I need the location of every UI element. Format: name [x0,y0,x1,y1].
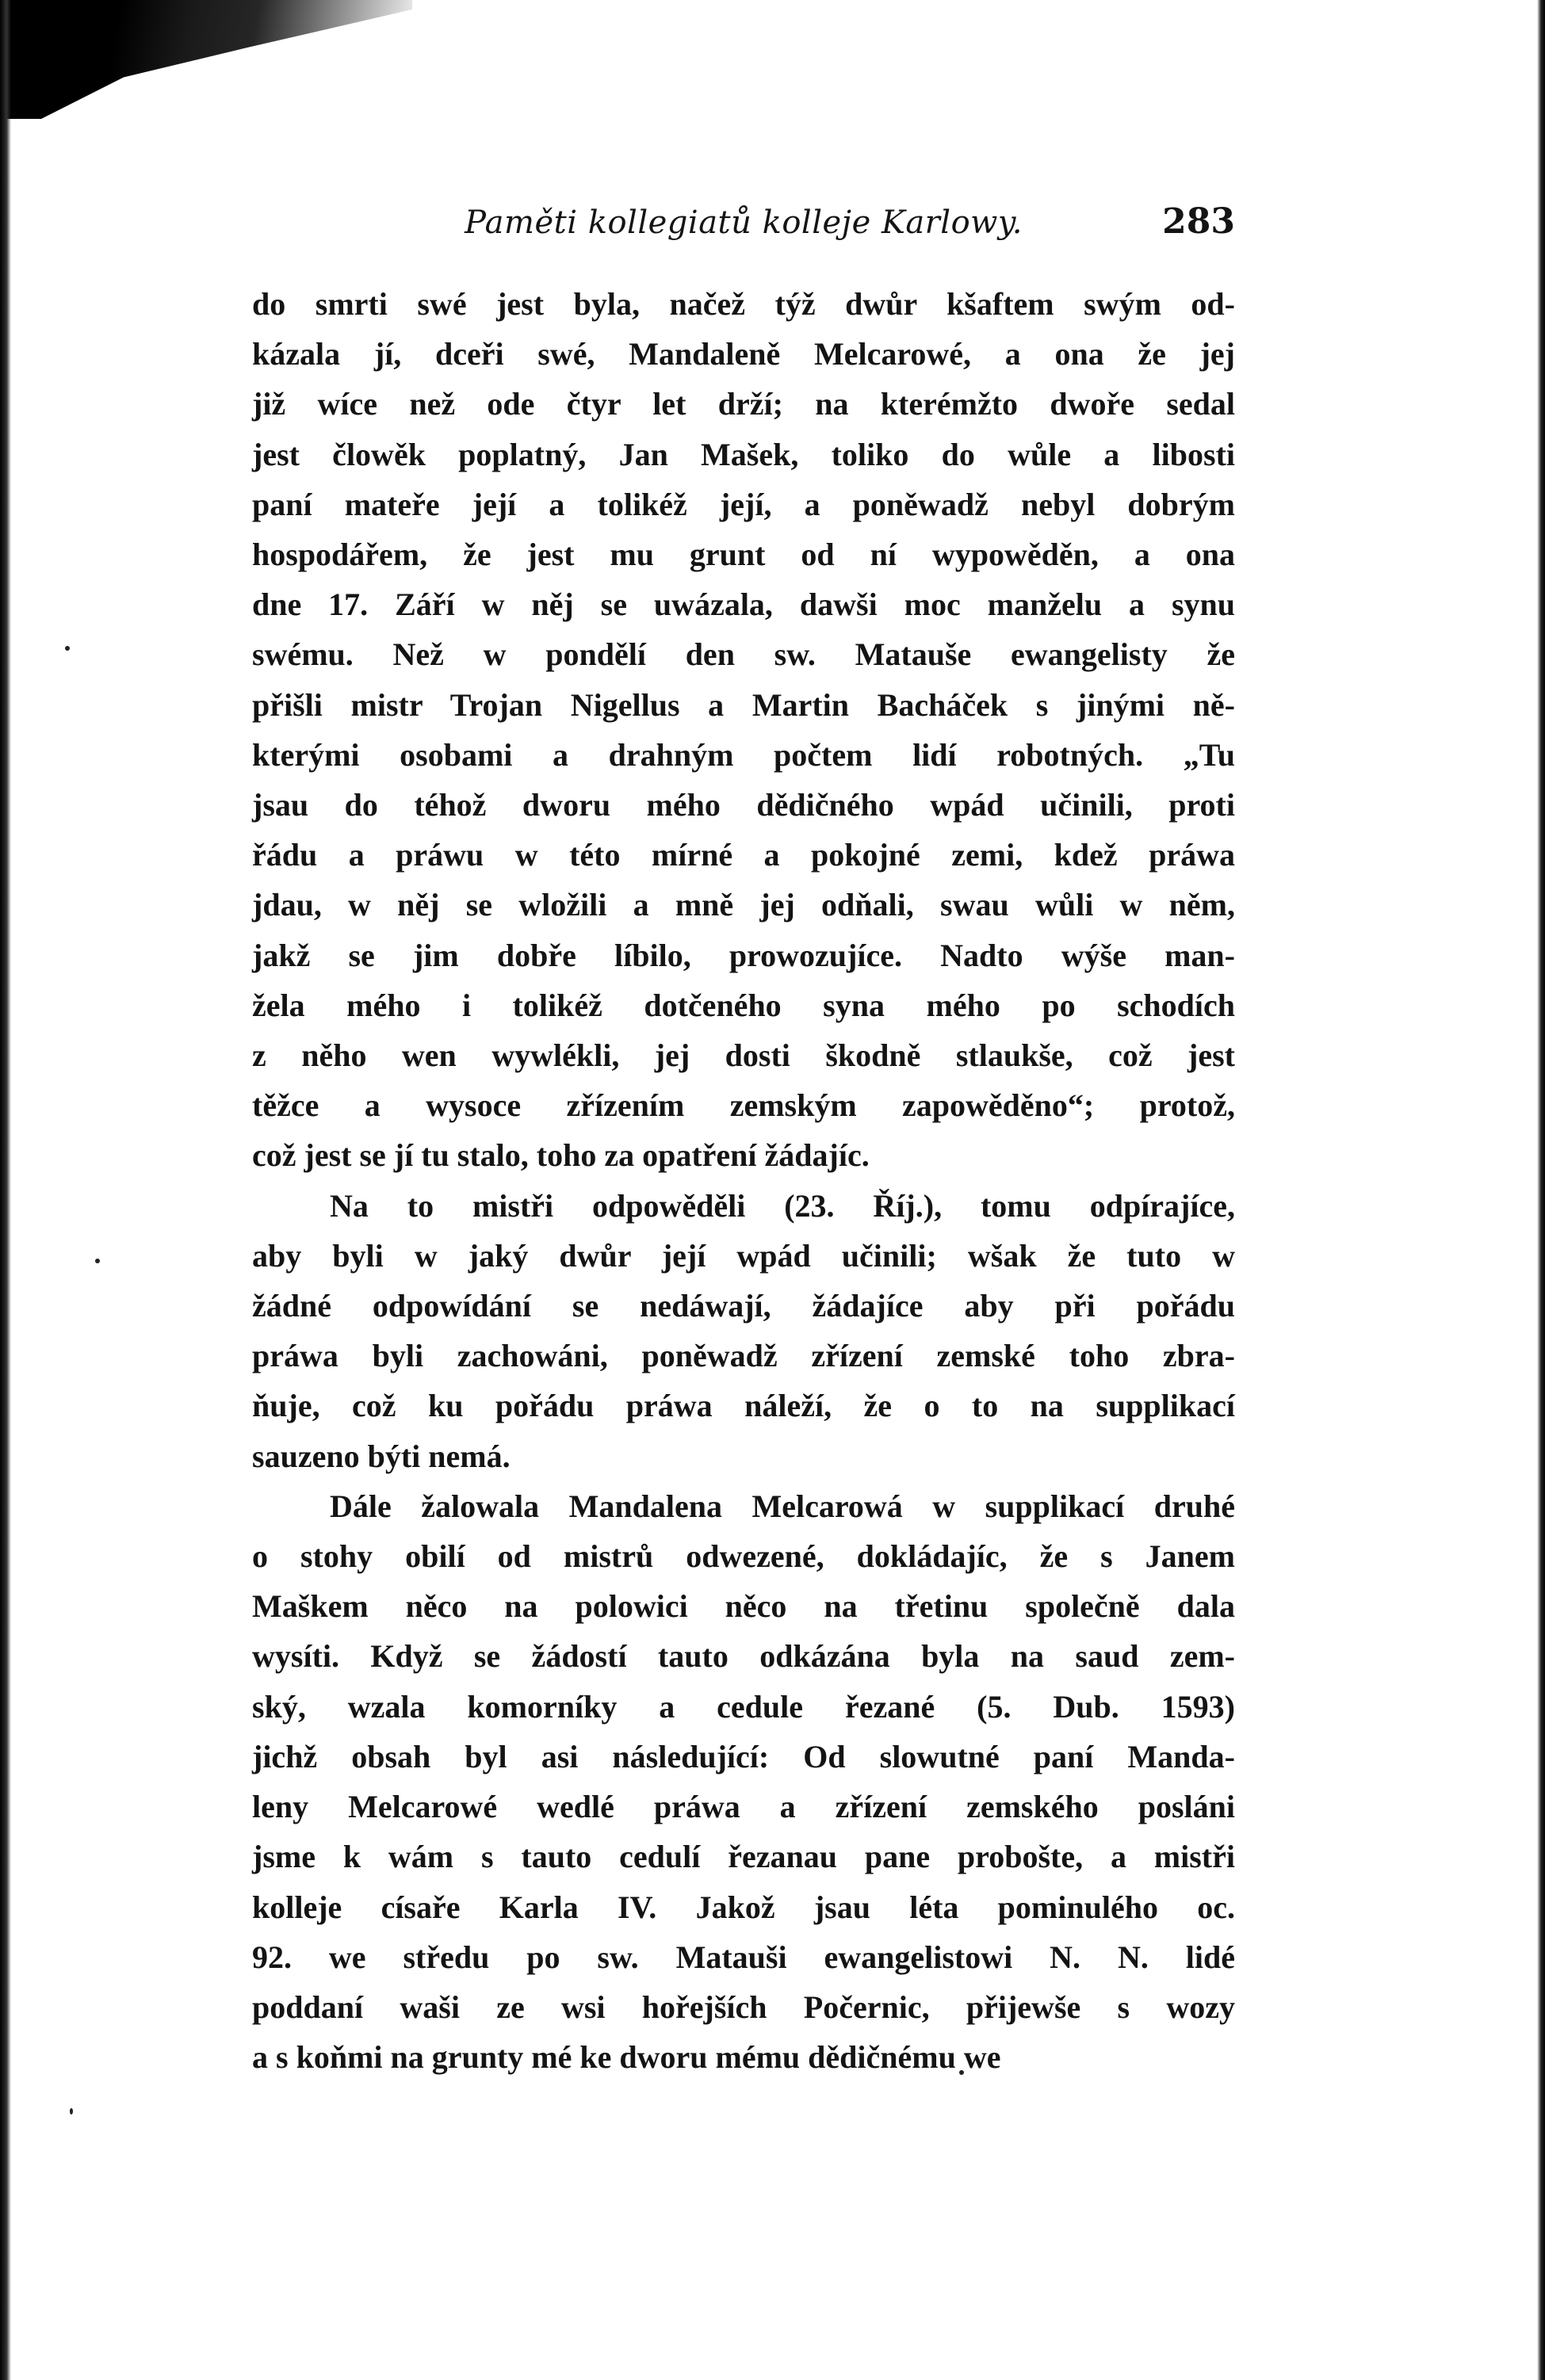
text-line: sauzeno býti nemá. [252,1438,511,1474]
text-line: ský, wzala komorníky a cedule řezané (5. Dub. 1593) [252,1688,1235,1725]
text-line: kázala jí, dceři swé, Mandaleně Melcarowé, a ona že jej [252,336,1235,372]
body-text [252,279,1235,2082]
text-line: jakž se jim dobře líbilo, prowozujíce. Nadto wýše man- [252,937,1235,973]
text-line: jsau do téhož dworu mého dědičného wpád učinili, proti [252,787,1235,823]
text-line: jsme k wám s tauto cedulí řezanau pane probošte, a mistři [252,1839,1235,1875]
text-line: již wíce než ode čtyr let drží; na kterémžto dwoře sedal [252,386,1235,422]
text-line: aby byli w jaký dwůr její wpád učinili; wšak že tuto w [252,1237,1235,1274]
paper-speck [70,2108,73,2114]
text-line: žádné odpowídání se nedáwají, žádajíce aby při pořádu [252,1288,1235,1324]
page-header [252,198,1235,254]
scan-edge-right [1537,0,1545,2380]
text-line: swému. Než w pondělí den sw. Matauše ewangelisty že [252,636,1235,673]
paragraph [252,1181,1235,1481]
text-line: kterými osobami a drahným počtem lidí robotných. „Tu [252,736,1235,773]
text-line: ňuje, což ku pořádu práwa náleží, že o to na supplikací [252,1388,1235,1424]
text-line: jest člowěk poplatný, Jan Mašek, toliko do wůle a libosti [252,436,1235,472]
text-line: což jest se jí tu stalo, toho za opatření žádajíc. [252,1137,870,1174]
text-line: Dále žalowala Mandalena Melcarowá w supplikací druhé [330,1488,1235,1524]
text-line: kolleje císaře Karla IV. Jakož jsau léta pominulého oc. [252,1889,1235,1925]
text-line: dne 17. Září w něj se uwázala, dawši moc manželu a synu [252,586,1235,623]
text-line: paní mateře její a tolikéž její, a poněwadž nebyl dobrým [252,486,1235,522]
text-line: přišli mistr Trojan Nigellus a Martin Bacháček s jinými ně- [252,686,1235,723]
book-page [252,198,1235,2082]
text-line: poddaní waši ze wsi hořejších Počernic, přijewše s wozy [252,1988,1235,2025]
scan-shadow-top-left [0,0,412,119]
text-line: Na to mistři odpowěděli (23. Říj.), tomu odpírajíce, [330,1187,1235,1224]
paragraph [252,279,1235,1181]
text-line: řádu a práwu w této mírné a pokojné zemi, kdež práwa [252,837,1235,873]
paper-speck [95,1259,100,1263]
text-line: leny Melcarowé wedlé práwa a zřízení zemského posláni [252,1789,1235,1825]
text-line: Maškem něco na polowici něco na třetinu společně dala [252,1588,1235,1625]
text-line: a s koňmi na grunty mé ke dworu mému dědičnému we [252,2039,1001,2076]
text-line: 92. we středu po sw. Matauši ewangelistowi N. N. lidé [252,1939,1235,1975]
text-line: wysíti. Když se žádostí tauto odkázána byla na saud zem- [252,1638,1235,1675]
text-line: z něho wen wywlékli, jej dosti škodně stlaukše, což jest [252,1037,1235,1074]
text-line: těžce a wysoce zřízením zemským zapowěděno“; protož, [252,1087,1235,1124]
paper-speck [65,646,70,651]
text-line: hospodářem, že jest mu grunt od ní wypowěděn, a ona [252,537,1235,573]
text-line: jichž obsah byl asi následující: Od slowutné paní Manda- [252,1738,1235,1774]
text-line: o stohy obilí od mistrů odwezené, dokládajíc, že s Janem [252,1538,1235,1575]
paragraph [252,1481,1235,2082]
running-title: Paměti kollegiatů kolleje Karlowy. [465,204,1023,241]
text-line: žela mého i tolikéž dotčeného syna mého po schodích [252,987,1235,1023]
text-line: práwa byli zachowáni, poněwadž zřízení zemské toho zbra- [252,1338,1235,1374]
text-line: do smrti swé jest byla, načež týž dwůr kšaftem swým od- [252,286,1235,322]
scan-edge-left [0,0,11,2380]
text-line: jdau, w něj se wložili a mně jej odňali, swau wůli w něm, [252,887,1235,923]
page-number: 283 [1162,201,1235,242]
